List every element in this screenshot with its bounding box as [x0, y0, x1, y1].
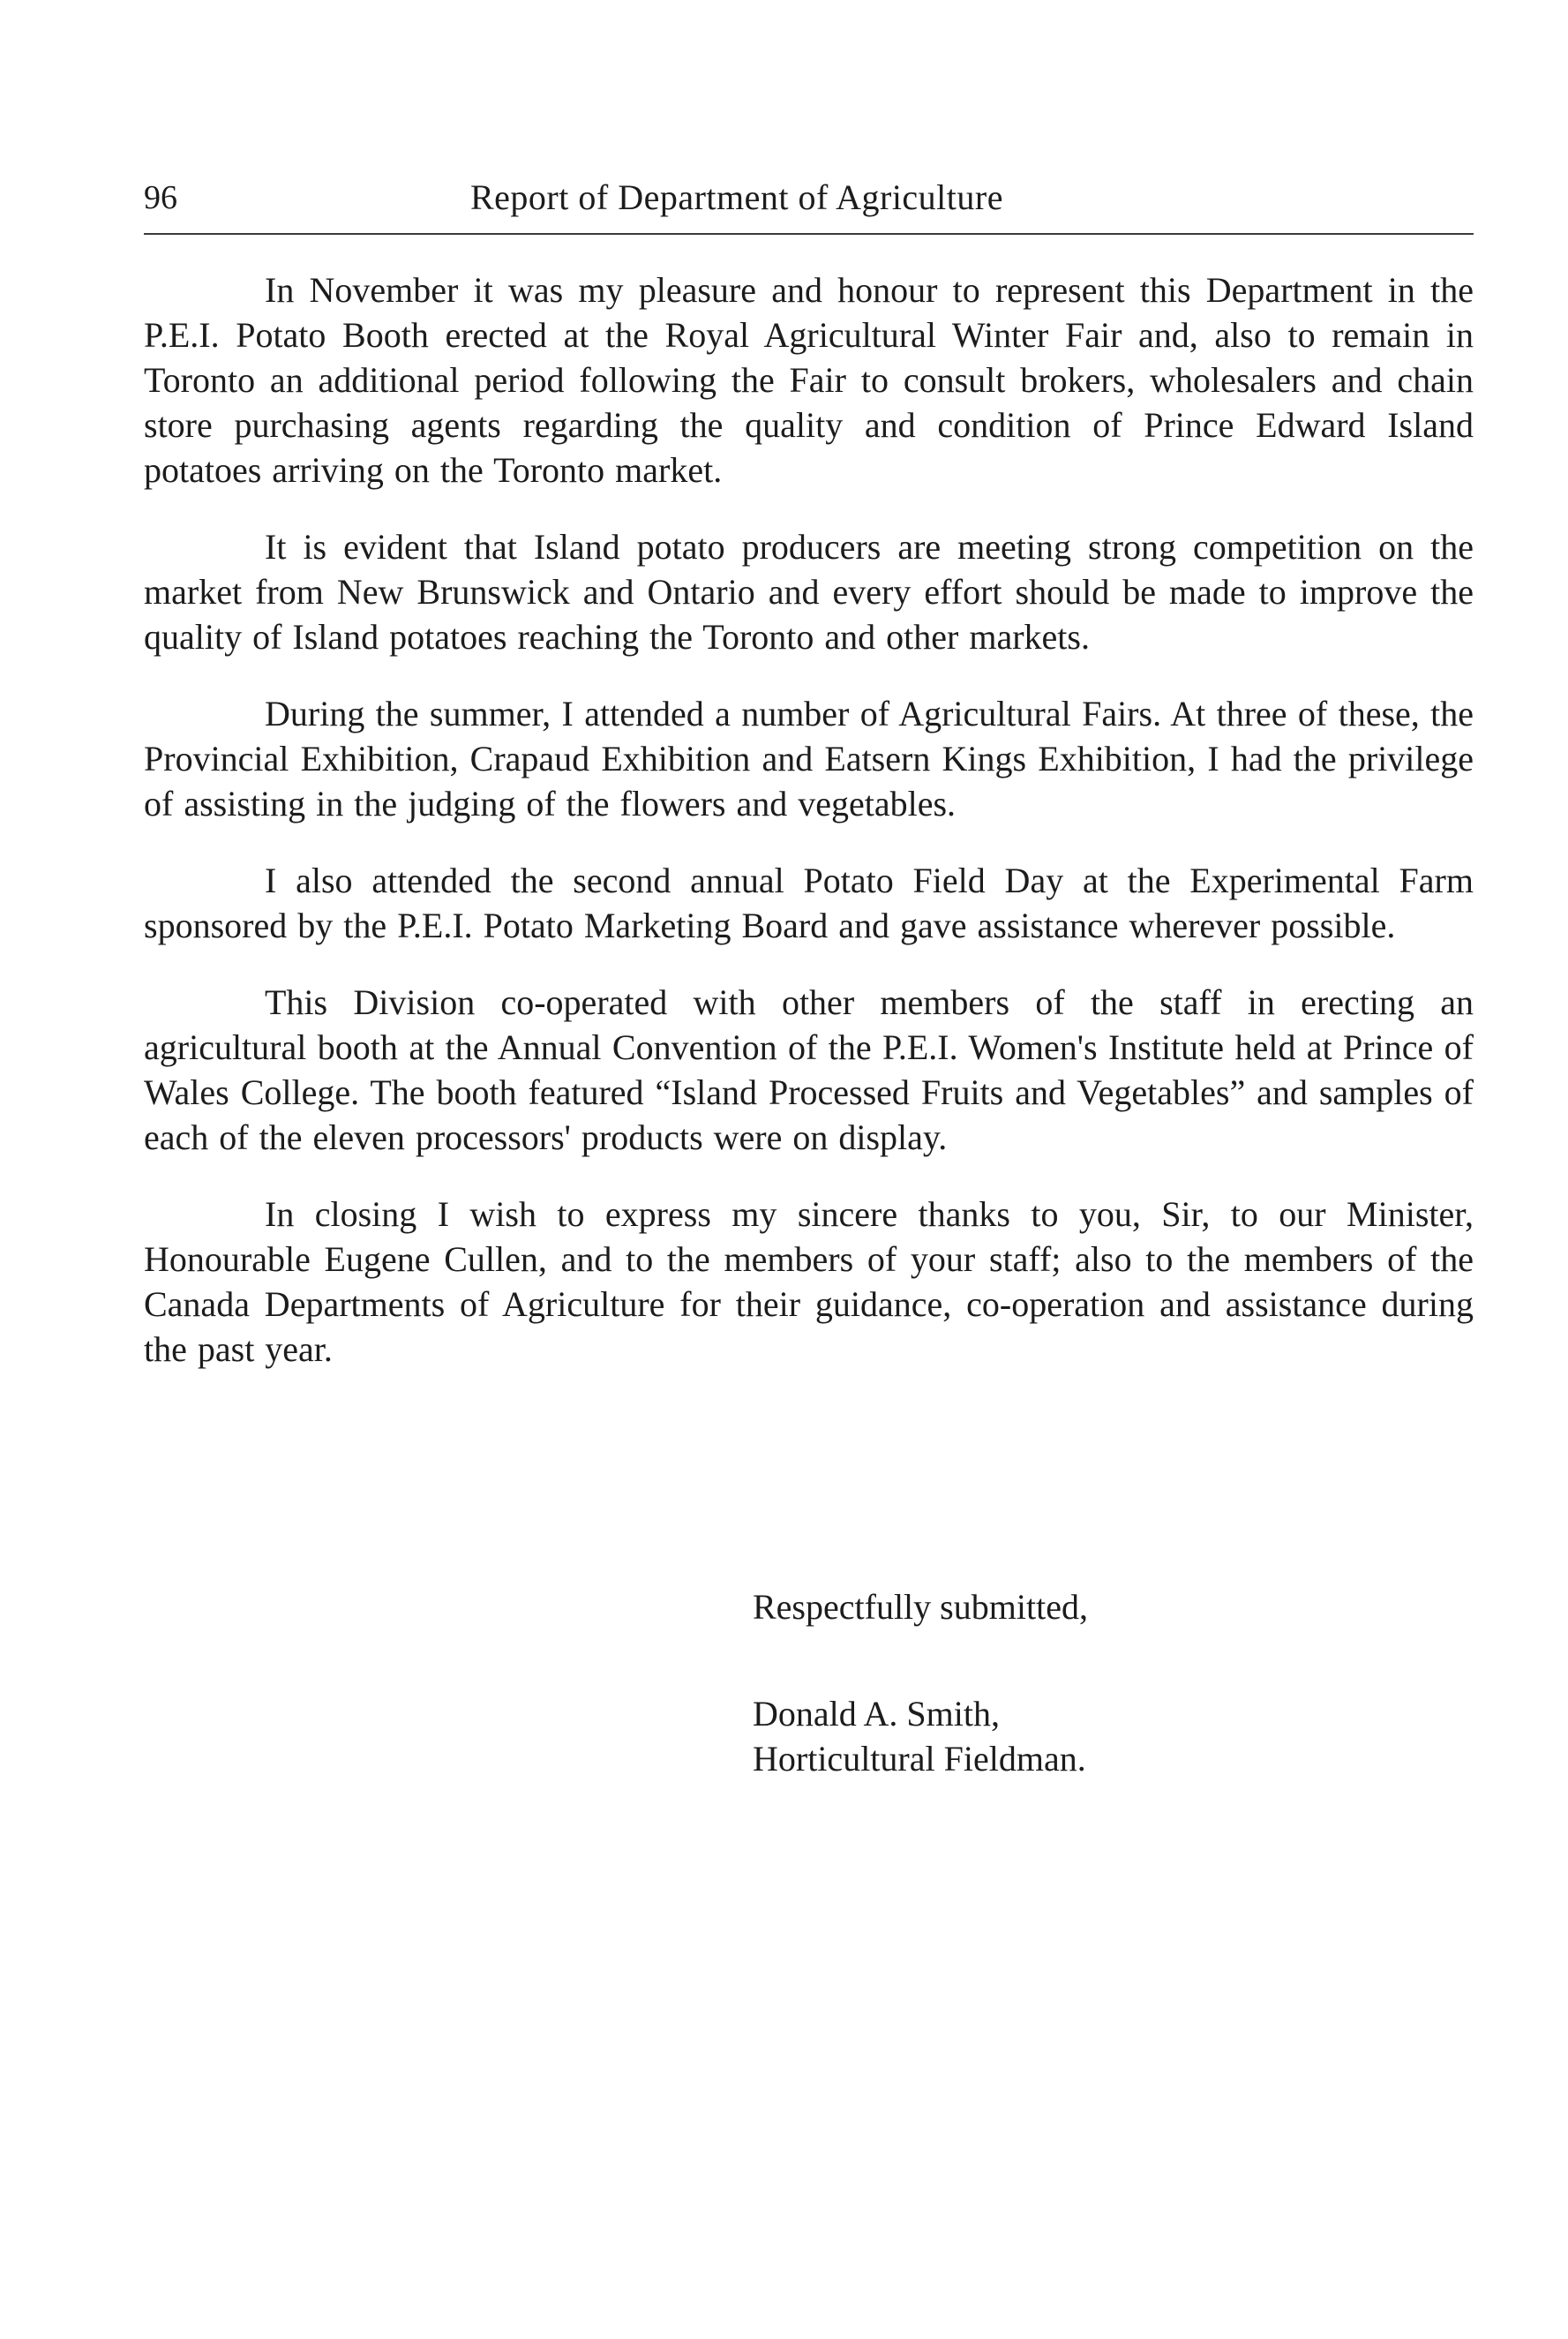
paragraph-closing-thanks: In closing I wish to express my sincere thanks to you, Sir, to our Minister, Honourable Eugene Cullen, and to the members of your staff; also to the members of the Canada Departments of Agriculture for their guidance, co-operation and assistance during the past year. [144, 1194, 1474, 1369]
paragraph-competition: It is evident that Island potato producers are meeting strong competition on the market from New Brunswick and Ontario and every effort should be made to improve the quality of Island potatoes reaching the Toronto and other markets. [144, 527, 1474, 657]
paragraph-toronto-booth: In November it was my pleasure and honour to represent this Department in the P.E.I. Potato Booth erected at the Royal Agricultural Winter Fair and, also to remain in Toronto an additional period following the Fair to consult brokers, wholesalers and chain store purchasing agents regarding the quality and condition of Prince Edward Island potatoes arriving on the Toronto market. [144, 270, 1474, 490]
page-number: 96 [144, 179, 177, 216]
report-body [144, 267, 1474, 1403]
page-header [144, 175, 1474, 228]
closing-line: Respectfully submitted, [753, 1587, 1088, 1627]
running-title: Report of Department of Agriculture [470, 177, 1003, 217]
header-divider [144, 233, 1474, 235]
signatory-name: Donald A. Smith, [753, 1694, 1001, 1734]
signature-block [753, 1584, 1370, 1781]
paragraph-fairs: During the summer, I attended a number of Agricultural Fairs. At three of these, the Provincial Exhibition, Crapaud Exhibition and Eatsern Kings Exhibition, I had the privilege of assisting in the judging of the flowers and vegetables. [144, 694, 1474, 824]
paragraph-field-day: I also attended the second annual Potato Field Day at the Experimental Farm sponsored by the P.E.I. Potato Marketing Board and gave assistance wherever possible. [144, 861, 1474, 945]
signatory-title: Horticultural Fieldman. [753, 1739, 1086, 1779]
paragraph-womens-institute: This Division co-operated with other members of the staff in erecting an agricultural booth at the Annual Convention of the P.E.I. Women's Institute held at Prince of Wales College. The booth featured “Island Processed Fruits and Vegetables” and samples of each of the eleven processors' products were on display. [144, 982, 1474, 1157]
